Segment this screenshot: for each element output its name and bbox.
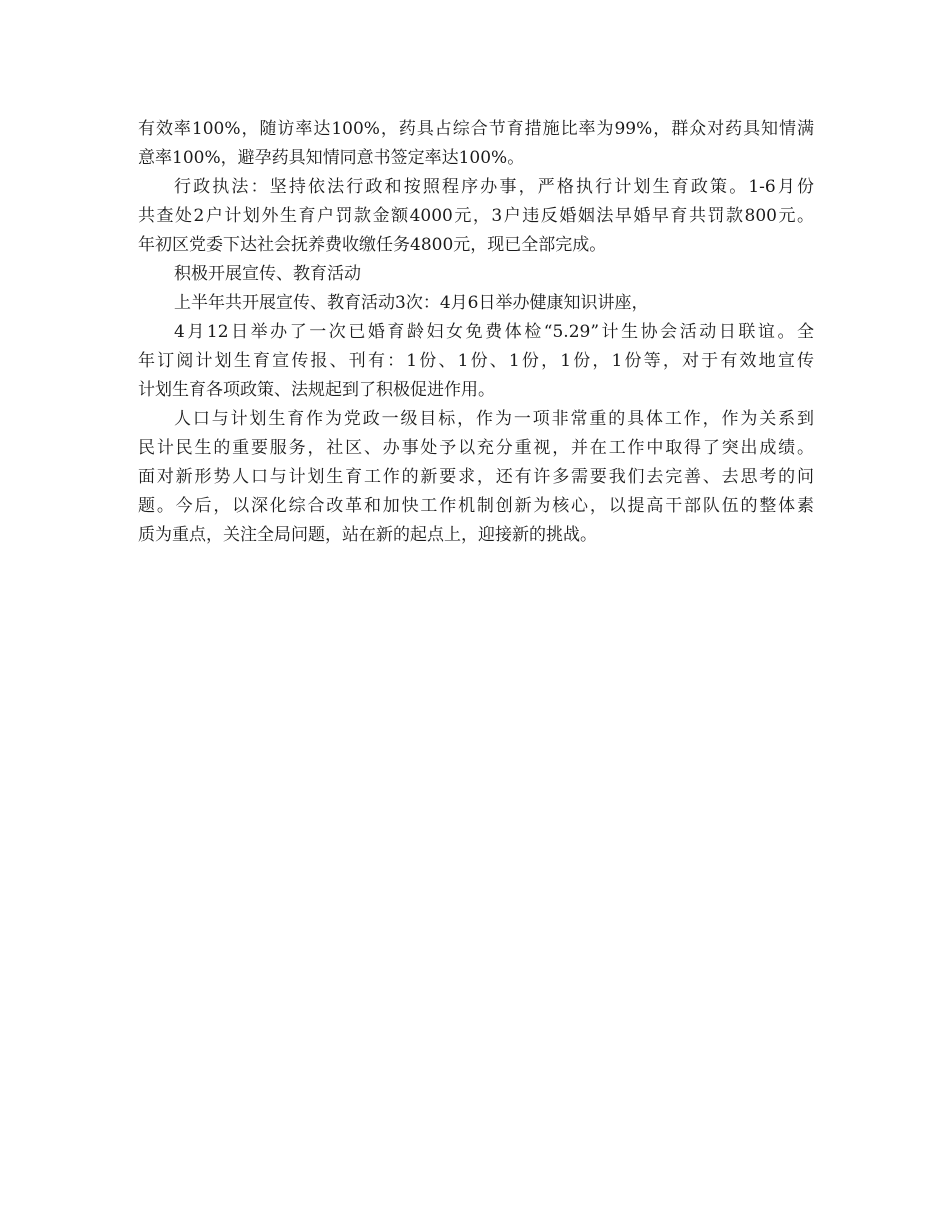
text-line: 质为重点，关注全局问题，站在新的起点上，迎接新的挑战。 — [138, 525, 597, 545]
text-line: 意率100%，避孕药具知情同意书签定率达100%。 — [138, 148, 525, 168]
text-line: 面对新形势人口与计划生育工作的新要求，还有许多需要我们去完善、去思考的问 — [138, 467, 814, 487]
paragraph-publicity-heading — [138, 260, 814, 289]
document-page — [138, 115, 814, 550]
section-heading: 积极开展宣传、教育活动 — [174, 264, 361, 284]
text-line: 上半年共开展宣传、教育活动3次：4月6日举办健康知识讲座， — [174, 293, 649, 313]
paragraph-administrative-enforcement — [138, 173, 814, 260]
text-line: 计划生育各项政策、法规起到了积极促进作用。 — [138, 380, 495, 400]
text-line: 民计民生的重要服务，社区、办事处予以充分重视，并在工作中取得了突出成绩。 — [138, 438, 814, 458]
text-line: 有效率100%，随访率达100%，药具占综合节育措施比率为99%，群众对药具知情满 — [138, 119, 814, 139]
text-line: 题。今后，以深化综合改革和加快工作机制创新为核心，以提高干部队伍的整体素 — [138, 496, 814, 516]
paragraph-publicity-details — [138, 318, 814, 405]
paragraph-continuation-rates — [138, 115, 814, 173]
text-line: 共查处2户计划外生育户罚款金额4000元，3户违反婚姻法早婚早育共罚款800元。 — [138, 206, 814, 226]
paragraph-conclusion — [138, 405, 814, 550]
text-line: 行政执法：坚持依法行政和按照程序办事，严格执行计划生育政策。1-6月份 — [174, 177, 814, 197]
text-line: 年初区党委下达社会抚养费收缴任务4800元，现已全部完成。 — [138, 235, 607, 255]
paragraph-publicity-count — [138, 289, 814, 318]
text-line: 年订阅计划生育宣传报、刊有：1份、1份、1份，1份，1份等，对于有效地宣传 — [138, 351, 814, 371]
text-line: 4月12日举办了一次已婚育龄妇女免费体检“5.29”计生协会活动日联谊。全 — [174, 322, 814, 342]
text-line: 人口与计划生育作为党政一级目标，作为一项非常重的具体工作，作为关系到 — [174, 409, 814, 429]
